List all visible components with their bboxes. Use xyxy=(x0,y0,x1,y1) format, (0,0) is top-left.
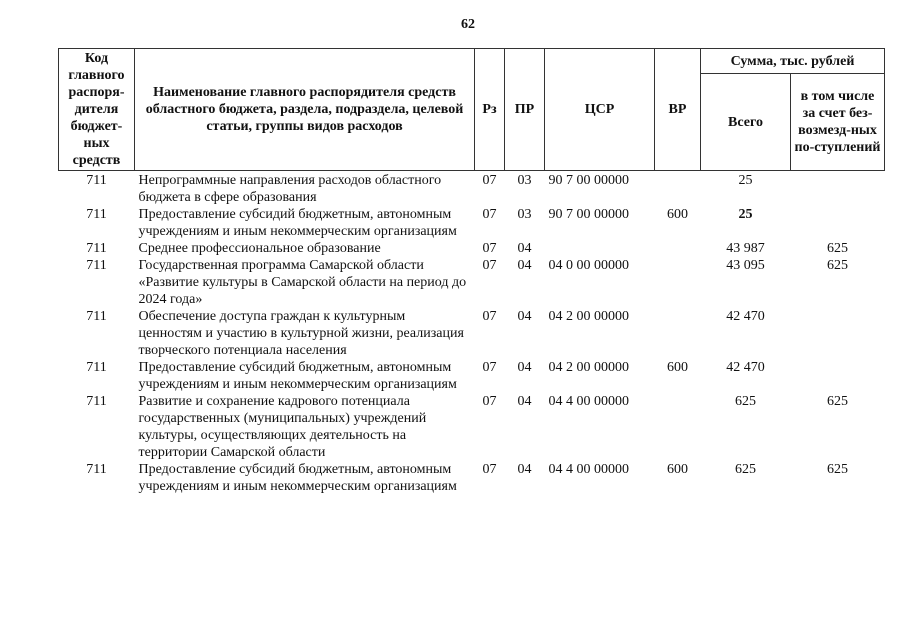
cell-csr: 04 4 00 00000 xyxy=(548,462,629,477)
cell-pr: 04 xyxy=(517,309,532,324)
cell-name: Государственная программа Самарской области «Развитие культуры в Самарской области на период до 2024 года» xyxy=(138,258,467,307)
table-row xyxy=(59,206,885,240)
cell-gratuitous: 625 xyxy=(827,258,848,273)
cell-name: Непрограммные направления расходов областного бюджета в сфере образования xyxy=(138,173,442,205)
table-row xyxy=(59,257,885,308)
cell-gratuitous: 625 xyxy=(827,394,848,409)
cell-pr: 04 xyxy=(517,360,532,375)
cell-total: 625 xyxy=(735,394,756,409)
cell-code: 711 xyxy=(86,241,107,256)
cell-gratuitous xyxy=(791,359,885,393)
cell-total: 625 xyxy=(735,462,756,477)
cell-csr: 90 7 00 00000 xyxy=(548,207,629,222)
cell-vr: 600 xyxy=(667,207,688,222)
cell-name: Предоставление субсидий бюджетным, автономным учреждениям и иным некоммерческим организациям xyxy=(138,360,457,392)
cell-csr: 04 2 00 00000 xyxy=(548,360,629,375)
header-code: Код главного распоря-дителя бюджет-ных средств xyxy=(59,49,135,171)
cell-csr: 90 7 00 00000 xyxy=(548,173,629,188)
header-csr: ЦСР xyxy=(545,49,655,171)
cell-name: Развитие и сохранение кадрового потенциала государственных (муниципальных) учреждений культуры, осуществляющих деятельность на территории Самарской области xyxy=(138,394,427,460)
cell-vr xyxy=(655,308,701,359)
cell-pr: 03 xyxy=(517,173,532,188)
cell-pr: 03 xyxy=(517,207,532,222)
table-header xyxy=(59,49,885,171)
cell-total: 25 xyxy=(738,173,753,188)
cell-pr: 04 xyxy=(517,258,532,273)
cell-gratuitous: 625 xyxy=(827,462,848,477)
table-row xyxy=(59,240,885,257)
table-row xyxy=(59,359,885,393)
cell-rz: 07 xyxy=(482,258,497,273)
header-total: Всего xyxy=(701,74,791,171)
header-name: Наименование главного распорядителя средств областного бюджета, раздела, подраздела, целевой статьи, группы видов расходов xyxy=(135,49,475,171)
cell-vr: 600 xyxy=(667,462,688,477)
header-gratuitous: в том числе за счет без-возмезд-ных по-ступлений xyxy=(791,74,885,171)
header-rz: Рз xyxy=(475,49,505,171)
budget-table xyxy=(58,48,885,495)
cell-gratuitous xyxy=(791,308,885,359)
cell-vr xyxy=(655,240,701,257)
cell-vr xyxy=(655,393,701,461)
cell-name: Предоставление субсидий бюджетным, автономным учреждениям и иным некоммерческим организациям xyxy=(138,462,457,494)
cell-csr: 04 4 00 00000 xyxy=(548,394,629,409)
table-row xyxy=(59,461,885,495)
cell-total: 42 470 xyxy=(726,309,765,324)
cell-rz: 07 xyxy=(482,173,497,188)
page-number: 62 xyxy=(461,17,475,32)
table-row xyxy=(59,308,885,359)
cell-name: Среднее профессиональное образование xyxy=(138,241,381,256)
cell-rz: 07 xyxy=(482,360,497,375)
cell-pr: 04 xyxy=(517,241,532,256)
table-row xyxy=(59,393,885,461)
cell-gratuitous xyxy=(791,171,885,207)
cell-code: 711 xyxy=(86,309,107,324)
cell-total: 42 470 xyxy=(726,360,765,375)
cell-code: 711 xyxy=(86,462,107,477)
cell-csr xyxy=(545,240,655,257)
header-pr: ПР xyxy=(505,49,545,171)
cell-rz: 07 xyxy=(482,309,497,324)
cell-csr: 04 2 00 00000 xyxy=(548,309,629,324)
cell-total: 43 095 xyxy=(726,258,765,273)
cell-code: 711 xyxy=(86,360,107,375)
cell-vr xyxy=(655,171,701,207)
header-sum: Сумма, тыс. рублей xyxy=(701,49,885,74)
cell-gratuitous: 625 xyxy=(827,241,848,256)
cell-gratuitous xyxy=(791,206,885,240)
cell-total: 43 987 xyxy=(726,241,765,256)
cell-vr xyxy=(655,257,701,308)
cell-total: 25 xyxy=(738,207,753,222)
cell-code: 711 xyxy=(86,258,107,273)
cell-pr: 04 xyxy=(517,462,532,477)
cell-code: 711 xyxy=(86,394,107,409)
cell-pr: 04 xyxy=(517,394,532,409)
cell-name: Обеспечение доступа граждан к культурным ценностям и участию в культурной жизни, реализация творческого потенциала населения xyxy=(138,309,464,358)
header-vr: ВР xyxy=(655,49,701,171)
cell-csr: 04 0 00 00000 xyxy=(548,258,629,273)
cell-name: Предоставление субсидий бюджетным, автономным учреждениям и иным некоммерческим организациям xyxy=(138,207,457,239)
cell-code: 711 xyxy=(86,207,107,222)
cell-code: 711 xyxy=(86,173,107,188)
table-row xyxy=(59,171,885,207)
cell-vr: 600 xyxy=(667,360,688,375)
cell-rz: 07 xyxy=(482,241,497,256)
table-body xyxy=(59,171,885,496)
cell-rz: 07 xyxy=(482,462,497,477)
cell-rz: 07 xyxy=(482,394,497,409)
cell-rz: 07 xyxy=(482,207,497,222)
